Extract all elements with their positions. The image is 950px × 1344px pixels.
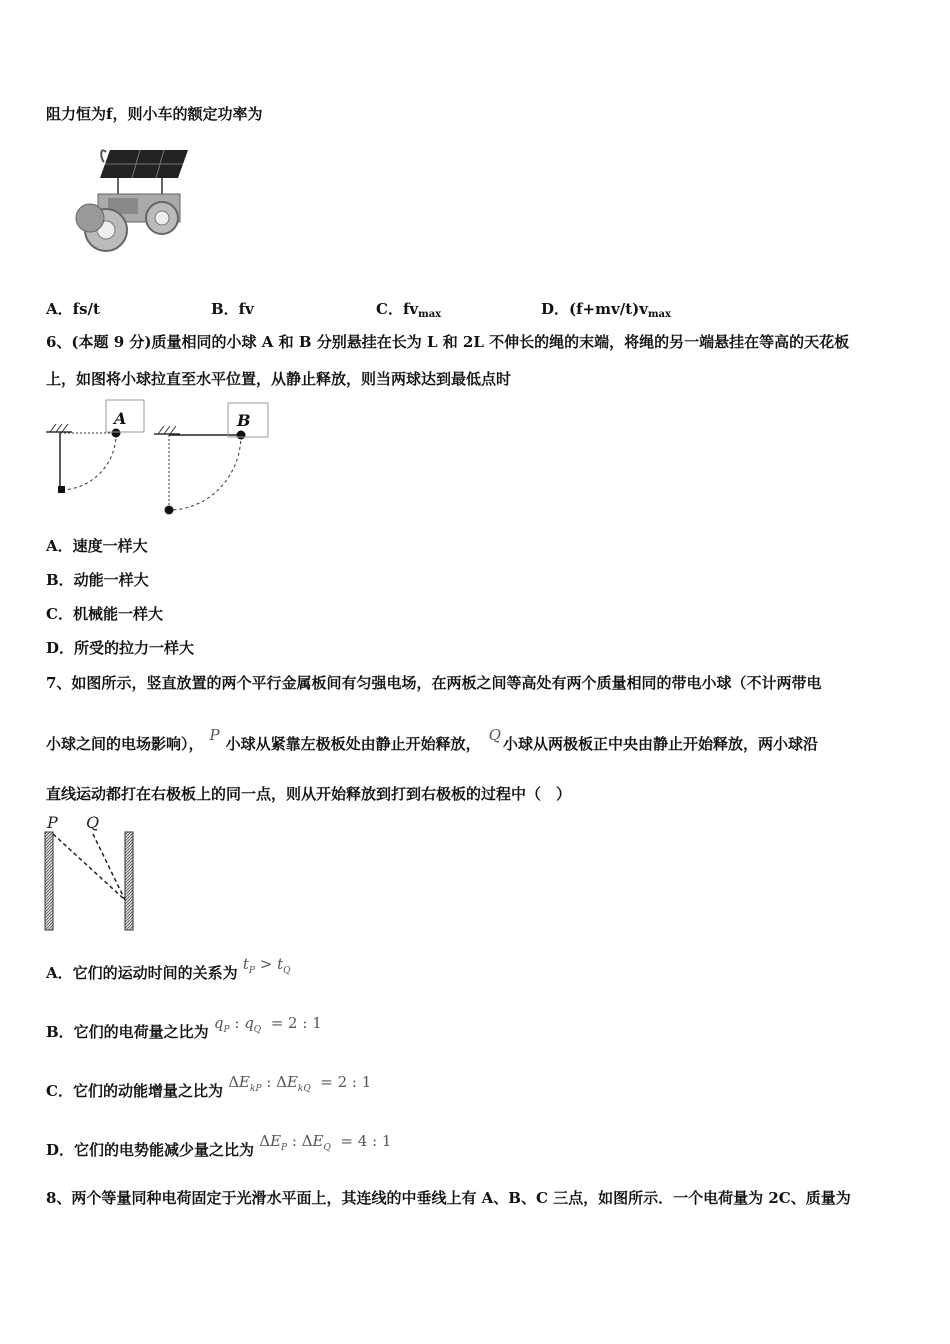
q6-option-a[interactable]: A．速度一样大 <box>46 537 148 555</box>
ball-b-label: B <box>237 411 251 430</box>
q8-text-line-1: 8、两个等量同种电荷固定于光滑水平面上，其连线的中垂线上有 A、B、C 三点，如图所示．一个电荷量为 2C、质量为 <box>46 1189 851 1207</box>
q7-option-b-formula: $q_P$ : $q_Q = 2$ : 1 <box>213 1014 322 1035</box>
q6-option-b[interactable]: B．动能一样大 <box>46 571 149 589</box>
q7-option-a-text: A．它们的运动时间的关系为 <box>46 964 238 982</box>
q7-option-d[interactable] <box>46 1132 392 1162</box>
q7-symbol-p: P <box>209 726 220 744</box>
q7-option-d-text: D．它们的电势能减少量之比为 <box>46 1141 255 1159</box>
q7-symbol-q: Q <box>488 726 501 744</box>
q7-option-a-formula: $t_P > t_Q$ <box>242 955 291 976</box>
q6-option-c[interactable]: C．机械能一样大 <box>46 605 163 623</box>
q7-text-line-1: 7、如图所示，竖直放置的两个平行金属板间有匀强电场，在两板之间等高处有两个质量相同的带电小球（不计两带电 <box>46 674 822 692</box>
solar-car-illustration <box>70 138 195 263</box>
q7-option-d-formula: $\Delta E_P$ : $\Delta E_Q = 4$ : 1 <box>259 1132 392 1153</box>
q7-option-b[interactable] <box>46 1014 322 1044</box>
option-b[interactable]: B．fv <box>211 300 254 318</box>
option-c-sub: max <box>418 309 442 320</box>
ball-a-label: A <box>114 409 127 428</box>
plate-label-q: Q <box>86 813 100 832</box>
option-d-text: D．(f+mv/t)v <box>541 300 648 318</box>
q7-option-c-text: C．它们的动能增量之比为 <box>46 1082 223 1100</box>
pendulum-figure <box>42 396 277 520</box>
parallel-plates-figure <box>40 812 140 934</box>
q6-text-line-2: 上，如图将小球拉直至水平位置，从静止释放，则当两球达到最低点时 <box>46 370 512 388</box>
q7-option-c-formula: $\Delta E_{kP}$ : $\Delta E_{kQ} = 2$ : 1 <box>228 1073 372 1094</box>
option-c[interactable] <box>376 298 441 320</box>
q7-line2-part-a: 小球之间的电场影响）， <box>46 735 204 753</box>
q6-text-line-1: 6、(本题 9 分)质量相同的小球 A 和 B 分别悬挂在长为 L 和 2L 不伸长的绳的末端，将绳的另一端悬挂在等高的天花板 <box>46 333 850 351</box>
q7-line2-part-b: 小球从紧靠左极板处由静止开始释放， <box>225 735 481 753</box>
question-text-line: 阻力恒为f，则小车的额定功率为 <box>46 105 263 123</box>
option-a[interactable]: A．fs/t <box>46 300 100 318</box>
option-c-text: C．fv <box>376 300 419 318</box>
option-d-sub: max <box>647 309 671 320</box>
q7-option-c[interactable] <box>46 1073 372 1103</box>
q7-option-a[interactable] <box>46 955 291 985</box>
plate-label-p: P <box>47 813 58 832</box>
q7-text-line-2 <box>46 726 818 754</box>
q6-option-d[interactable]: D．所受的拉力一样大 <box>46 639 195 657</box>
q7-line2-part-c: 小球从两极板正中央由静止开始释放，两小球沿 <box>502 735 818 753</box>
option-d[interactable] <box>541 298 671 320</box>
q7-text-line-3: 直线运动都打在右极板上的同一点，则从开始释放到打到右极板的过程中（ ） <box>46 785 572 803</box>
q7-option-b-text: B．它们的电荷量之比为 <box>46 1023 209 1041</box>
